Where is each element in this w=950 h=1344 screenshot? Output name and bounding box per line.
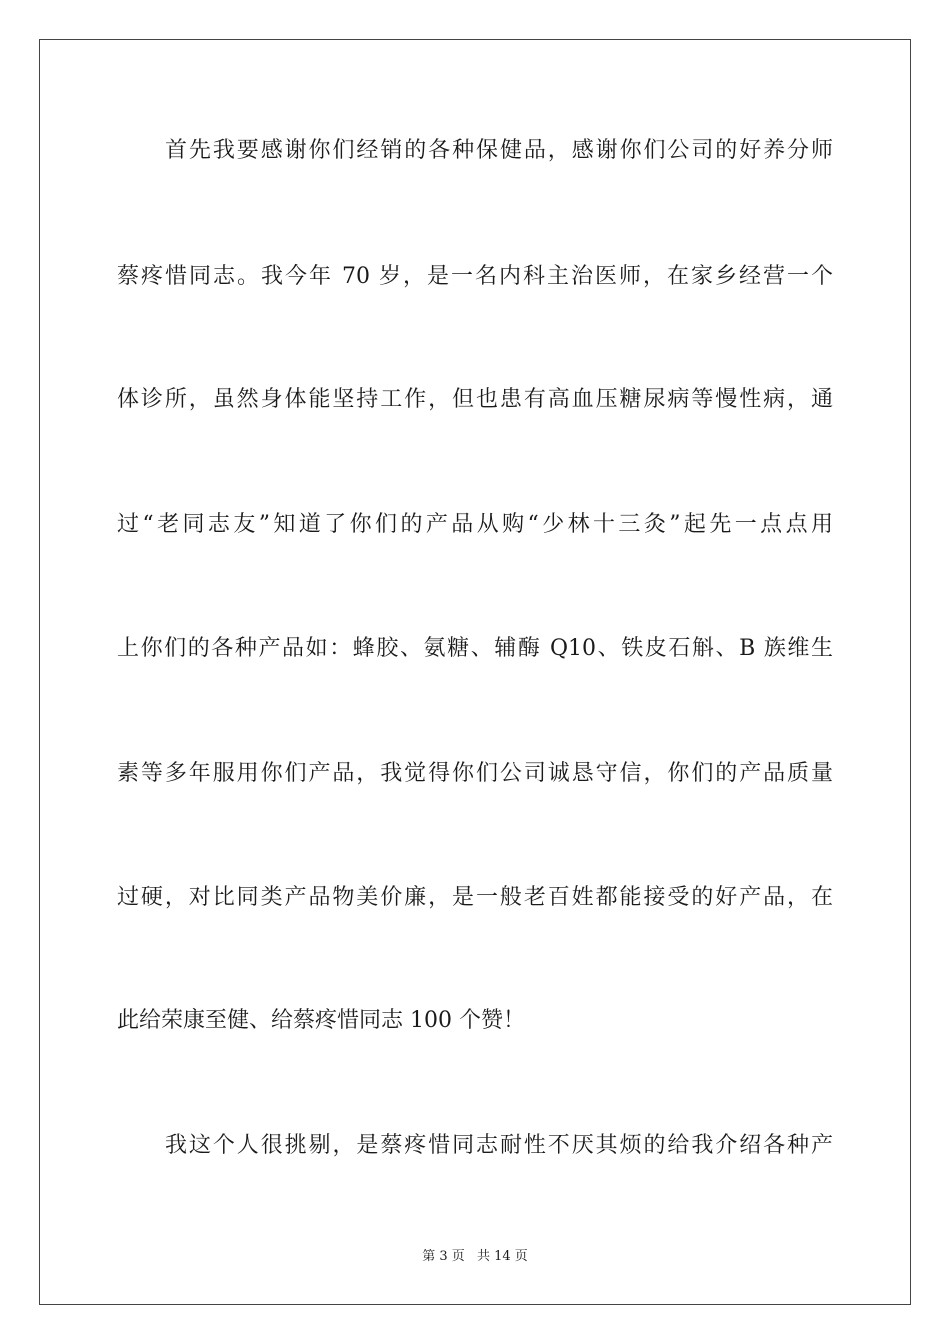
paragraph-line: 蔡疼惜同志。我今年 70 岁，是一名内科主治医师，在家乡经营一个 (117, 264, 833, 289)
paragraph-line: 素等多年服用你们产品，我觉得你们公司诚恳守信，你们的产品质量 (117, 761, 833, 786)
paragraph-line: 首先我要感谢你们经销的各种保健品，感谢你们公司的好养分师 (165, 138, 833, 163)
page-border (39, 39, 911, 1305)
paragraph-line: 过硬，对比同类产品物美价廉，是一般老百姓都能接受的好产品，在 (117, 885, 833, 910)
paragraph-line: 此给荣康至健、给蔡疼惜同志 100 个赞！ (117, 1008, 525, 1033)
total-pages: 共 14 页 (476, 1249, 528, 1264)
paragraph-line: 上你们的各种产品如：蜂胶、氨糖、辅酶 Q10、铁皮石斛、B 族维生 (117, 636, 833, 661)
paragraph-line: 过“老同志友”知道了你们的产品从购“少林十三灸”起先一点点用 (117, 512, 833, 537)
paragraph-line: 体诊所，虽然身体能坚持工作，但也患有高血压糖尿病等慢性病，通 (117, 387, 833, 412)
page-number: 第 3 页 (422, 1249, 465, 1264)
page-footer (0, 1247, 950, 1267)
paragraph-line: 我这个人很挑剔，是蔡疼惜同志耐性不厌其烦的给我介绍各种产 (165, 1133, 833, 1158)
